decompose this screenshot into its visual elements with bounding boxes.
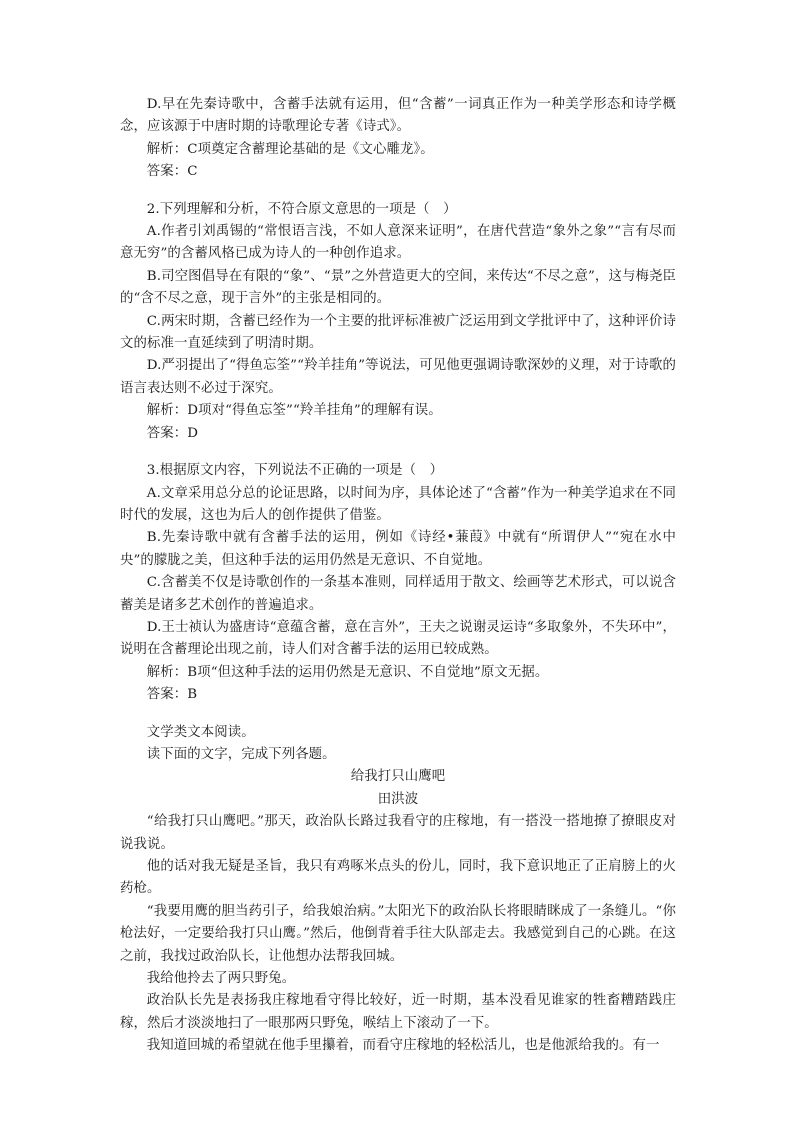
q2-stem: 2.下列理解和分析，不符合原文意思的一项是（ ） [146,201,457,217]
q1-answer: 答案：C [146,164,198,180]
q2-option-a: A.作者引刘禹锡的“常恨语言浅，不如人意深来证明”，在唐代营造“象外之象”“言有尽而意无穷”的含蓄风格已成为诗人的一种创作追求。 [120,224,676,262]
q3-stem: 3.根据原文内容，下列说法不正确的一项是（ ） [146,463,444,479]
story-paragraph: 我给他拎去了两只野兔。 [146,971,296,987]
q2-analysis: 解析：D项对“得鱼忘筌”“羚羊挂角”的理解有误。 [146,403,442,419]
q2-option-c: C.两宋时期，含蓄已经作为一个主要的批评标准被广泛运用到文学批评中了，这种评价诗文的标准一直延续到了明清时期。 [120,313,676,352]
q3-option-a: A.文章采用总分总的论证思路，以时间为序，具体论述了“含蓄”作为一种美学追求在不同时代的发展，这也为后人的创作提供了借鉴。 [120,485,676,523]
q1-analysis: 解析：C项奠定含蓄理论基础的是《文心雕龙》。 [146,141,434,157]
story-author: 田洪波 [377,791,419,807]
q2-option-b: B.司空图倡导在有限的“象”、“景”之外营造更大的空间，来传达“不尽之意”，这与梅尧臣的“含不尽之意，现于言外”的主张是相同的。 [120,268,676,307]
story-title: 给我打只山鹰吧 [350,769,446,785]
q2-answer: 答案：D [146,425,199,441]
q2-option-d: D.严羽提出了“得鱼忘筌”“羚羊挂角”等说法，可见他更强调诗歌深妙的义理，对于诗歌的语言表达则不必过于深究。 [120,358,676,396]
q1-option-d: D.早在先秦诗歌中，含蓄手法就有运用，但“含蓄”一词真正作为一种美学形态和诗学概念，应该源于中唐时期的诗歌理论专著《诗式》。 [120,97,676,135]
spacer [120,445,676,460]
q3-option-c: C.含蓄美不仅是诗歌创作的一条基本准则，同样适用于散文、绘画等艺术形式，可以说含蓄美是诸多艺术创作的普遍追求。 [120,575,676,613]
story-paragraph: 他的话对我无疑是圣旨，我只有鸡啄米点头的份儿，同时，我下意识地正了正肩膀上的火药枪。 [120,859,676,897]
spacer [120,707,676,722]
literary-heading: 文学类文本阅读。 [146,724,255,740]
document-page [120,94,676,1058]
q3-answer: 答案：B [146,687,198,703]
q3-option-b: B.先秦诗歌中就有含蓄手法的运用，例如《诗经•蒹葭》中就有“所谓伊人”“宛在水中央”的朦胧之美，但这种手法的运用仍然是无意识、不自觉地。 [120,530,676,568]
story-paragraph: 我知道回城的希望就在他手里攥着，而看守庄稼地的轻松活儿，也是他派给我的。有一 [146,1038,660,1054]
spacer [120,184,676,199]
story-paragraph: “给我打只山鹰吧。”那天，政治队长路过我看守的庄稼地，有一搭没一搭地撩了撩眼皮对说我说。 [120,814,676,852]
literary-instruction: 读下面的文字，完成下列各题。 [146,746,336,762]
q3-analysis: 解析：B项“但这种手法的运用仍然是无意识、不自觉地”原文无据。 [146,664,549,680]
story-paragraph: “我要用鹰的胆当药引子，给我娘治病。”太阳光下的政治队长将眼睛眯成了一条缝儿。“你枪法好，一定要给我打只山鹰。”然后，他倒背着手往大队部走去。我感觉到自己的心跳。在这之前，我找过政治队长，让他想办法帮我回城。 [120,903,676,964]
story-paragraph: 政治队长先是表扬我庄稼地看守得比较好，近一时期，基本没看见谁家的牲畜糟踏践庄稼，然后才淡淡地扫了一眼那两只野兔，喉结上下滚动了一下。 [120,993,676,1031]
q3-option-d: D.王士祯认为盛唐诗“意蕴含蓄，意在言外”，王夫之说谢灵运诗“多取象外，不失环中”，说明在含蓄理论出现之前，诗人们对含蓄手法的运用已较成熟。 [120,619,676,658]
